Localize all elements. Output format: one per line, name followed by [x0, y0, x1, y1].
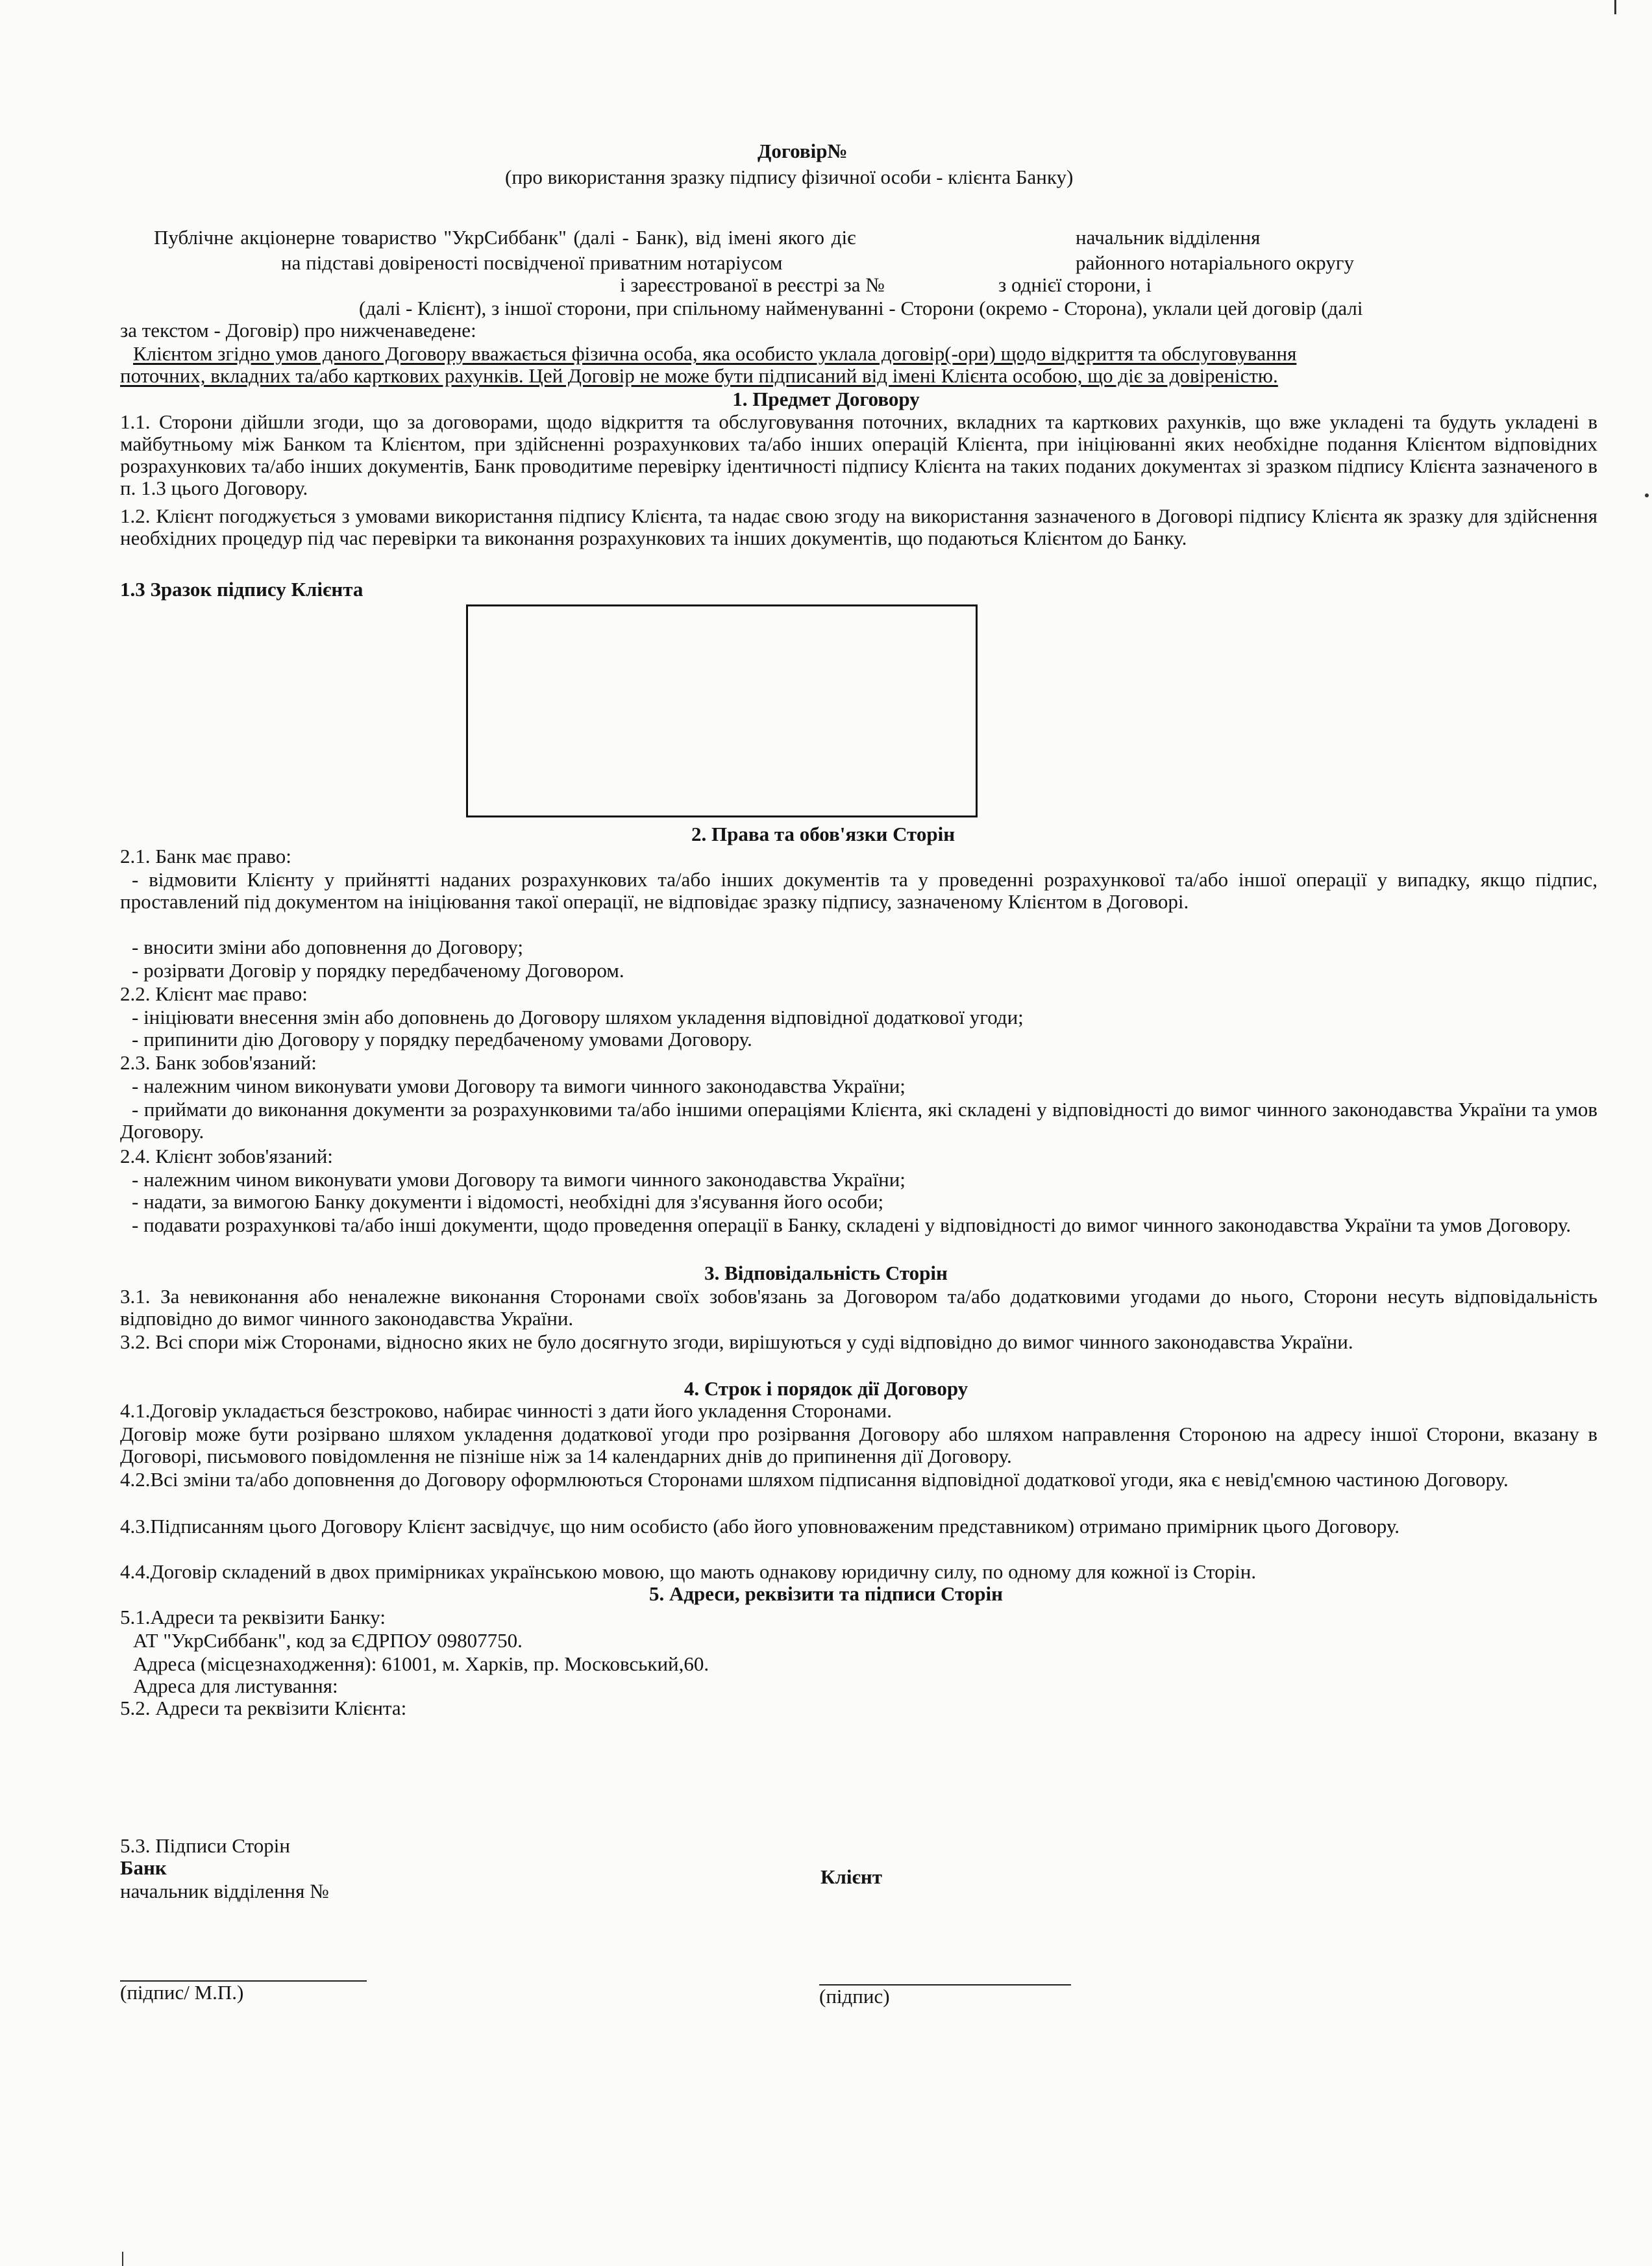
section-3-heading: 3. Відповідальність Сторін	[704, 1262, 948, 1284]
clause-2-4-item-1: - належним чином виконувати умови Договору та вимоги чинного законодавства України;	[132, 1168, 906, 1191]
clause-2-1-item-2: - вносити зміни або доповнення до Договору;	[132, 936, 523, 958]
intro-line-2a: на підставі довіреності посвідченої приватним нотаріусом	[281, 251, 783, 274]
clause-2-4-item-2: - надати, за вимогою Банку документи і відомості, необхідні для з'ясування його особи;	[132, 1190, 884, 1213]
clause-2-2-item-2: - припинити дію Договору у порядку передбаченому умовами Договору.	[132, 1028, 752, 1051]
clause-2-3-item-1: - належним чином виконувати умови Договору та вимоги чинного законодавства України;	[132, 1075, 906, 1097]
bank-label: Банк	[120, 1856, 167, 1879]
bank-name-code: АТ "УкрСиббанк", код за ЄДРПОУ 09807750.	[133, 1629, 523, 1652]
intro-line-2b: районного нотаріального округу	[1076, 251, 1354, 274]
bank-mailing-address-label: Адреса для листування:	[133, 1675, 338, 1697]
clause-2-3: 2.3. Банк зобов'язаний:	[120, 1051, 317, 1074]
intro-line-4: (далі - Клієнт), з іншої сторони, при спільному найменуванні - Сторони (окремо - Сторона), уклали цей договір (далі	[359, 297, 1363, 319]
clause-1-2: 1.2. Клієнт погоджується з умовами використання підпису Клієнта, та надає свою згоду на використання зазначеного в Договорі підпису Клієнта як зразку для здійснення необхідних процедур під час перевірки та виконання розрахункових та інших документів, що подаються Клієнтом до Банку.	[120, 504, 1597, 549]
clause-2-3-item-2: - приймати до виконання документи за розрахунковими та/або іншими операціями Клієнта, які складені у відповідності до вимог чинного законодавства України та умов Договору.	[120, 1098, 1597, 1143]
clause-4-3: 4.3.Підписанням цього Договору Клієнт засвідчує, що ним особисто (або його уповноваженим представником) отримано примірник цього Договору.	[120, 1515, 1400, 1538]
clause-2-1: 2.1. Банк має право:	[120, 845, 291, 867]
scan-mark-top-right	[1614, 0, 1616, 14]
clause-4-4: 4.4.Договір складений в двох примірниках українською мовою, що мають однакову юридичну силу, по одному для кожної із Сторін.	[120, 1560, 1257, 1583]
section-5-heading: 5. Адреси, реквізити та підписи Сторін	[648, 1582, 1004, 1605]
clause-5-3: 5.3. Підписи Сторін	[120, 1834, 290, 1857]
section-2-heading: 2. Права та обов'язки Сторін	[691, 823, 955, 845]
client-signature-caption: (підпис)	[819, 1985, 890, 2008]
clause-4-1: 4.1.Договір укладається безстроково, набирає чинності з дати його укладення Сторонами.	[120, 1399, 892, 1422]
clause-2-2-item-1: - ініціювати внесення змін або доповнень до Договору шляхом укладення відповідної додаткової угоди;	[132, 1006, 1024, 1028]
clause-3-1: 3.1. За невиконання або неналежне виконання Сторонами своїх зобов'язань за Договором та/або додатковими угодами до нього, Сторони несуть відповідальність відповідно до вимог чинного законодавства України.	[120, 1285, 1597, 1330]
bank-address: Адреса (місцезнаходження): 61001, м. Харків, пр. Московський,60.	[133, 1652, 709, 1675]
section-1-heading: 1. Предмет Договору	[732, 388, 920, 410]
scan-mark-bottom-left	[122, 2252, 123, 2266]
clause-2-2: 2.2. Клієнт має право:	[120, 982, 308, 1005]
client-label: Клієнт	[820, 1865, 882, 1888]
client-signature-sample-box[interactable]	[466, 604, 978, 817]
intro-line-1a: Публічне акціонерне товариство "УкрСиббанк" (далі - Банк), від імені якого діє	[154, 226, 856, 249]
intro-line-1b: начальник відділення	[1076, 226, 1261, 249]
clause-2-4: 2.4. Клієнт зобов'язаний:	[120, 1145, 333, 1167]
clause-5-2: 5.2. Адреси та реквізити Клієнта:	[120, 1697, 407, 1719]
intro-client-definition-2: поточних, вкладних та/або карткових рахунків. Цей Договір не може бути підписаний від імені Клієнта особою, що діє за довіреністю.	[120, 364, 1278, 387]
clause-1-3-label: 1.3 Зразок підпису Клієнта	[120, 578, 364, 601]
bank-role: начальник відділення №	[120, 1880, 329, 1902]
intro-line-3b: з однієї сторони, і	[998, 273, 1152, 296]
intro-client-definition-1: Клієнтом згідно умов даного Договору вважається фізична особа, яка особисто уклала договір(-ори) щодо відкриття та обслуговування	[133, 342, 1297, 365]
intro-line-3a: і зареєстрованої в реєстрі за №	[620, 273, 885, 296]
clause-5-1: 5.1.Адреси та реквізити Банку:	[120, 1606, 386, 1628]
clause-2-1-item-3: - розірвати Договір у порядку передбаченому Договором.	[132, 959, 624, 982]
section-4-heading: 4. Строк і порядок дії Договору	[684, 1377, 968, 1400]
clause-2-1-item-1: - відмовити Клієнту у прийнятті наданих розрахункових та/або інших документів та у проведенні розрахункової та/або іншої операції у випадку, якщо підпис, проставлений під документом на ініціювання такої операції, не відповідає зразку підпису, зазначеному Клієнтом в Договорі.	[120, 868, 1597, 913]
clause-2-4-item-3: - подавати розрахункові та/або інші документи, щодо проведення операції в Банку, складені у відповідності до вимог чинного законодавства України та умов Договору.	[132, 1214, 1572, 1236]
clause-1-1: 1.1. Сторони дійшли згоди, що за договорами, щодо відкриття та обслуговування поточних, вкладних та карткових рахунків, що вже укладені та будуть укладені в майбутньому між Банком та Клієнтом, при здійсненні розрахункових та/або інших операцій Клієнта, при ініціюванні яких необхідне подання Клієнтом відповідних розрахункових та/або інших документів, Банк проводитиме перевірку ідентичності підпису Клієнта на таких поданих документах зі зразком підпису Клієнта зазначеного в п. 1.3 цього Договору.	[120, 410, 1597, 499]
bank-signature-caption: (підпис/ М.П.)	[120, 1981, 244, 2004]
document-title: Договір№	[758, 140, 848, 162]
clause-3-2: 3.2. Всі спори між Сторонами, відносно яких не було досягнуто згоди, вирішуються у суді відповідно до вимог чинного законодавства України.	[120, 1330, 1353, 1353]
intro-line-5: за текстом - Договір) про нижченаведене:	[120, 319, 476, 342]
clause-4-2: 4.2.Всі зміни та/або доповнення до Договору оформлюються Сторонами шляхом підписання відповідної додаткової угоди, яка є невід'ємною частиною Договору.	[120, 1468, 1509, 1491]
document-subtitle: (про використання зразку підпису фізичної особи - клієнта Банку)	[505, 166, 1074, 188]
scan-dot-right	[1645, 493, 1649, 497]
clause-4-1-termination: Договір може бути розірвано шляхом укладення додаткової угоди про розірвання Договору або шляхом направлення Стороною на адресу іншої Сторони, вказану в Договорі, письмового повідомлення не пізніше ніж за 14 календарних днів до припинення дії Договору.	[120, 1423, 1597, 1467]
